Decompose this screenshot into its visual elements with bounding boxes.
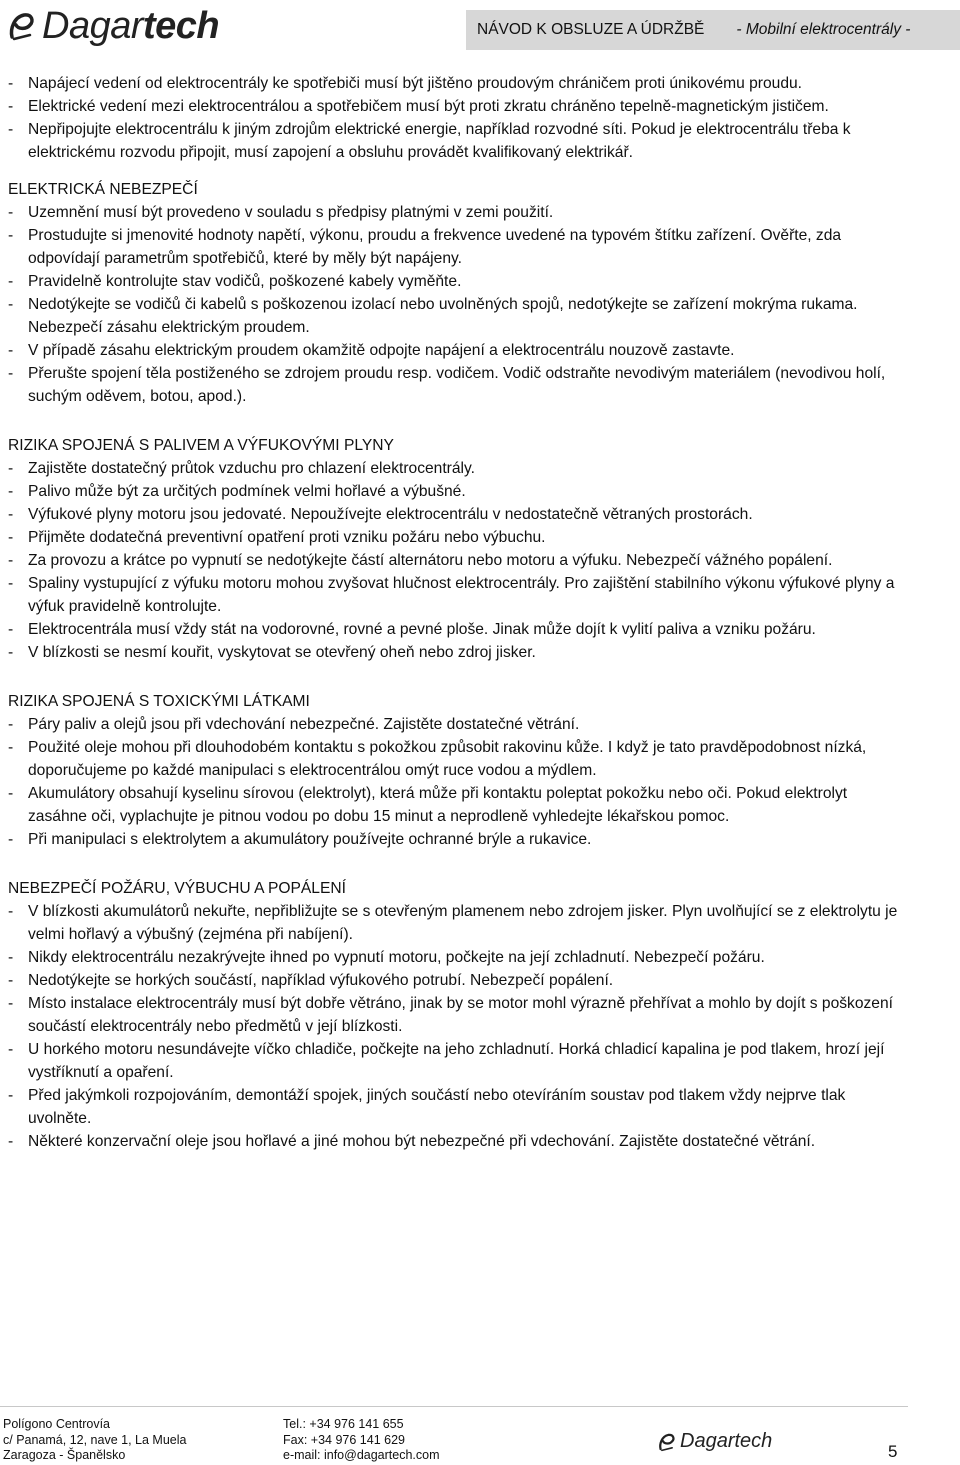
list-item bbox=[8, 118, 908, 164]
list-item-text: Některé konzervační oleje jsou hořlavé a jiné mohou být nebezpečné při vdechování. Zajistěte dostatečné větrání. bbox=[28, 1133, 816, 1150]
contact-phone: Tel.: +34 976 141 655 bbox=[283, 1417, 404, 1431]
list-item bbox=[8, 457, 908, 480]
list-item-text: Přerušte spojení těla postiženého se zdrojem proudu resp. vodičem. Vodič odstraňte nevodivým materiálem (nevodivou holí, suchým oděvem, botou, apod.). bbox=[28, 365, 886, 405]
list-item-text: Nedotýkejte se horkých součástí, například výfukového potrubí. Nebezpečí popálení. bbox=[28, 972, 614, 989]
dagartech-logo-icon bbox=[8, 11, 36, 41]
list-item bbox=[8, 72, 908, 95]
section-heading: ELEKTRICKÁ NEBEZPEČÍ bbox=[8, 181, 198, 198]
dagartech-logo-icon bbox=[658, 1432, 676, 1452]
list-dash: - bbox=[8, 121, 14, 138]
list-item bbox=[8, 1084, 908, 1130]
list-item bbox=[8, 480, 908, 503]
footer-divider bbox=[0, 1406, 908, 1407]
list-dash: - bbox=[8, 365, 14, 382]
list-item-text: V blízkosti akumulátorů nekuřte, nepřibližujte se s otevřeným plamenem nebo zdrojem jisker. Plyn uvolňující se z elektrolytu je velmi hořlavý a výbušný (zejména při nabíjení). bbox=[28, 903, 898, 943]
list-dash: - bbox=[8, 949, 14, 966]
manual-title: NÁVOD K OBSLUZE A ÚDRŽBĚ bbox=[477, 21, 705, 38]
list-item bbox=[8, 339, 908, 362]
section-heading: NEBEZPEČÍ POŽÁRU, VÝBUCHU A POPÁLENÍ bbox=[8, 880, 346, 897]
list-item-text: Spaliny vystupující z výfuku motoru mohou zvyšovat hlučnost elektrocentrály. Pro zajištění stabilního výkonu výfukové plyny a výfuk pravidelně kontrolujte. bbox=[28, 575, 895, 615]
list-item-text: V případě zásahu elektrickým proudem okamžitě odpojte napájení a elektrocentrálu nouzově zastavte. bbox=[28, 342, 735, 359]
list-item-text: Akumulátory obsahují kyselinu sírovou (elektrolyt), která může při kontaktu poleptat pokožku nebo oči. Pokud elektrolyt zasáhne oči, vyplachujte je pitnou vodou po dobu 15 minut a neprodleně vyhledejte lékařskou pomoc. bbox=[28, 785, 848, 825]
list-dash: - bbox=[8, 739, 14, 756]
list-dash: - bbox=[8, 831, 14, 848]
list-dash: - bbox=[8, 75, 14, 92]
spacer bbox=[8, 664, 908, 690]
list-item bbox=[8, 946, 908, 969]
list-item bbox=[8, 224, 908, 270]
list-item bbox=[8, 503, 908, 526]
logo-wordmark: Dagartech bbox=[42, 5, 220, 47]
document-title bbox=[477, 21, 910, 39]
list-dash: - bbox=[8, 903, 14, 920]
list-item bbox=[8, 736, 908, 782]
list-item bbox=[8, 1038, 908, 1084]
company-logo bbox=[8, 6, 219, 46]
list-item bbox=[8, 641, 908, 664]
list-item-text: Nikdy elektrocentrálu nezakrývejte ihned po vypnutí motoru, počkejte na její zchladnutí. Nebezpečí požáru. bbox=[28, 949, 765, 966]
list-item-text: Uzemnění musí být provedeno v souladu s předpisy platnými v zemi použití. bbox=[28, 204, 554, 221]
list-dash: - bbox=[8, 552, 14, 569]
list-item-text: Elektrické vedení mezi elektrocentrálou a spotřebičem musí být proti zkratu chráněno tepelně-magnetickým jističem. bbox=[28, 98, 829, 115]
list-dash: - bbox=[8, 342, 14, 359]
list-item-text: Použité oleje mohou při dlouhodobém kontaktu s pokožkou způsobit rakovinu kůže. I když je tato pravděpodobnost nízká, doporučujeme po každé manipulaci s elektrocentrálou omýt ruce vodou a mýdlem. bbox=[28, 739, 867, 779]
list-item bbox=[8, 713, 908, 736]
list-item-text: Elektrocentrála musí vždy stát na vodorovné, rovné a pevné ploše. Jinak může dojít k vylití paliva a vzniku požáru. bbox=[28, 621, 816, 638]
footer-address bbox=[3, 1417, 186, 1464]
list-item bbox=[8, 95, 908, 118]
list-dash: - bbox=[8, 460, 14, 477]
list-item bbox=[8, 293, 908, 339]
list-dash: - bbox=[8, 227, 14, 244]
page-header bbox=[0, 0, 960, 50]
list-item bbox=[8, 782, 908, 828]
list-dash: - bbox=[8, 483, 14, 500]
list-dash: - bbox=[8, 785, 14, 802]
page-footer bbox=[0, 1404, 960, 1465]
footer-logo bbox=[658, 1430, 772, 1453]
address-line: c/ Panamá, 12, nave 1, La Muela bbox=[3, 1432, 187, 1447]
list-item-text: Zajistěte dostatečný průtok vzduchu pro chlazení elektrocentrály. bbox=[28, 460, 475, 477]
list-dash: - bbox=[8, 296, 14, 313]
list-item bbox=[8, 992, 908, 1038]
list-item-text: Místo instalace elektrocentrály musí být dobře větráno, jinak by se motor mohl výrazně přehřívat a mohlo by dojít s poškození součástí elektrocentrály nebo předmětů v její blízkosti. bbox=[28, 995, 893, 1035]
list-item-text: Výfukové plyny motoru jsou jedovaté. Nepoužívejte elektrocentrálu v nedostatečně větraných prostorách. bbox=[28, 506, 753, 523]
list-dash: - bbox=[8, 98, 14, 115]
list-item-text: Přijměte dodatečná preventivní opatření proti vzniku požáru nebo výbuchu. bbox=[28, 529, 546, 546]
list-dash: - bbox=[8, 716, 14, 733]
list-dash: - bbox=[8, 1087, 14, 1104]
footer-logo-wordmark: Dagartech bbox=[680, 1430, 773, 1452]
document-body bbox=[8, 72, 908, 1153]
list-item-text: Pravidelně kontrolujte stav vodičů, poškozené kabely vyměňte. bbox=[28, 273, 462, 290]
list-dash: - bbox=[8, 995, 14, 1012]
list-dash: - bbox=[8, 644, 14, 661]
list-item-text: Prostudujte si jmenovité hodnoty napětí, výkonu, proudu a frekvence uvedené na typovém štítku zařízení. Ověřte, zda odpovídají parametrům spotřebičů, které by měly být napájeny. bbox=[28, 227, 842, 267]
spacer bbox=[8, 408, 908, 434]
list-dash: - bbox=[8, 1041, 14, 1058]
list-item-text: Nepřipojujte elektrocentrálu k jiným zdrojům elektrické energie, například rozvodné síti. Pokud je elektrocentrálu třeba k elektrickému rozvodu připojit, musí zapojení a obsluhu provádět kvalifikovaný elektrikář. bbox=[28, 121, 851, 161]
contact-email[interactable]: e-mail: info@dagartech.com bbox=[283, 1448, 440, 1462]
list-item bbox=[8, 618, 908, 641]
page-number: 5 bbox=[888, 1442, 898, 1461]
list-dash: - bbox=[8, 972, 14, 989]
list-item-text: Před jakýmkoli rozpojováním, demontáží spojek, jiných součástí nebo otevíráním soustav pod tlakem vždy nejprve tlak uvolněte. bbox=[28, 1087, 846, 1127]
list-item bbox=[8, 270, 908, 293]
list-item-text: Palivo může být za určitých podmínek velmi hořlavé a výbušné. bbox=[28, 483, 466, 500]
list-item bbox=[8, 1130, 908, 1153]
list-dash: - bbox=[8, 575, 14, 592]
contact-fax: Fax: +34 976 141 629 bbox=[283, 1432, 405, 1447]
address-line: Polígono Centrovía bbox=[3, 1417, 111, 1431]
list-item-text: Za provozu a krátce po vypnutí se nedotýkejte částí alternátoru nebo motoru a výfuku. Nebezpečí vážného popálení. bbox=[28, 552, 833, 569]
list-item-text: Při manipulaci s elektrolytem a akumulátory používejte ochranné brýle a rukavice. bbox=[28, 831, 592, 848]
spacer bbox=[8, 164, 908, 178]
manual-subtitle: - Mobilní elektrocentrály - bbox=[736, 21, 911, 38]
list-dash: - bbox=[8, 1133, 14, 1150]
spacer bbox=[8, 851, 908, 877]
list-item bbox=[8, 201, 908, 224]
list-item-text: Páry paliv a olejů jsou při vdechování nebezpečné. Zajistěte dostatečné větrání. bbox=[28, 716, 580, 733]
list-item bbox=[8, 969, 908, 992]
list-dash: - bbox=[8, 204, 14, 221]
section-heading: RIZIKA SPOJENÁ S TOXICKÝMI LÁTKAMI bbox=[8, 693, 310, 710]
list-item-text: Napájecí vedení od elektrocentrály ke spotřebiči musí být jištěno proudovým chráničem proti únikovému proudu. bbox=[28, 75, 803, 92]
list-item-text: V blízkosti se nesmí kouřit, vyskytovat se otevřený oheň nebo zdroj jisker. bbox=[28, 644, 536, 661]
list-dash: - bbox=[8, 273, 14, 290]
list-dash: - bbox=[8, 506, 14, 523]
list-item bbox=[8, 900, 908, 946]
list-item bbox=[8, 362, 908, 408]
list-dash: - bbox=[8, 621, 14, 638]
list-item bbox=[8, 526, 908, 549]
list-item bbox=[8, 828, 908, 851]
list-item bbox=[8, 572, 908, 618]
section-heading: RIZIKA SPOJENÁ S PALIVEM A VÝFUKOVÝMI PLYNY bbox=[8, 437, 394, 454]
footer-contact bbox=[283, 1417, 440, 1464]
list-item-text: U horkého motoru nesundávejte víčko chladiče, počkejte na jeho zchladnutí. Horká chladicí kapalina je pod tlakem, hrozí její vystříknutí a opaření. bbox=[28, 1041, 885, 1081]
list-item bbox=[8, 549, 908, 572]
list-dash: - bbox=[8, 529, 14, 546]
address-line: Zaragoza - Španělsko bbox=[3, 1448, 126, 1462]
list-item-text: Nedotýkejte se vodičů či kabelů s poškozenou izolací nebo uvolněných spojů, nedotýkejte se zařízení mokrýma rukama. Nebezpečí zásahu elektrickým proudem. bbox=[28, 296, 858, 336]
